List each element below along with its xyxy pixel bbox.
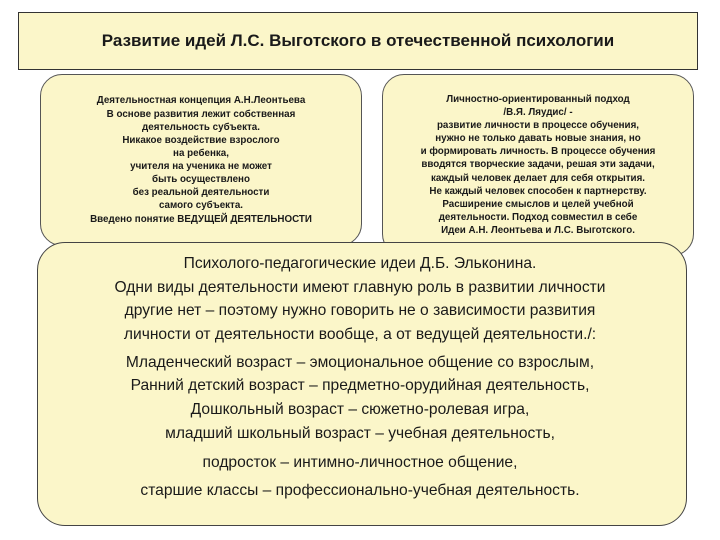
- card-line: учителя на ученика не может: [130, 161, 272, 172]
- card-line: нужно не только давать новые знания, но: [435, 133, 641, 145]
- personality-approach-card: [382, 74, 694, 256]
- card-line: самого субъекта.: [158, 200, 244, 212]
- card-line: Введено понятие ВЕДУЩЕЙ ДЕЯТЕЛЬНОСТИ: [90, 213, 312, 225]
- age-stage-line: Ранний детский возраст – предметно-орудийная деятельность,: [130, 377, 590, 395]
- page-title: Развитие идей Л.С. Выготского в отечественной психологии: [101, 31, 615, 50]
- card-line: Одни виды деятельности имеют главную роль в развитии личности: [114, 278, 606, 296]
- card-line: быть осуществлено: [152, 174, 250, 186]
- title-banner: [18, 12, 698, 70]
- elkonin-heading: Психолого-педагогические идеи Д.Б. Эльконина.: [183, 255, 537, 272]
- card-line: личности от деятельности вообще, а от ведущей деятельности./:: [123, 326, 597, 344]
- card-line: Расширение смыслов и целей учебной: [442, 198, 634, 210]
- card-line: деятельность субъекта.: [142, 121, 260, 133]
- card-line: Никакое воздействие взрослого: [122, 134, 280, 146]
- age-stage-line: Дошкольный возраст – сюжетно-ролевая игра,: [190, 401, 530, 419]
- age-stage-line: старшие классы – профессионально-учебная деятельность.: [140, 482, 580, 500]
- card-line: другие нет – поэтому нужно говорить не о зависимости развития: [124, 302, 596, 320]
- card-line: В основе развития лежит собственная: [106, 108, 296, 120]
- card-line: на ребенка,: [173, 147, 229, 159]
- card-line: и формировать личность. В процессе обучения: [420, 146, 656, 158]
- elkonin-ideas-text: [0, 252, 720, 503]
- card-line: деятельности. Подход совместил в себе: [438, 211, 638, 223]
- card-line: /В.Я. Ляудис/ -: [503, 106, 573, 118]
- age-stage-line: младший школьный возраст – учебная деятельность,: [165, 424, 555, 442]
- card-line: вводятся творческие задачи, решая эти задачи,: [421, 159, 655, 171]
- age-stage-line: Младенческий возраст – эмоциональное общение со взрослым,: [125, 353, 595, 371]
- card-line: каждый человек делает для себя открытия.: [430, 172, 646, 184]
- leontiev-concept-card: [40, 74, 362, 246]
- card-line: Деятельностная концепция А.Н.Леонтьева: [96, 95, 306, 107]
- card-line: без реальной деятельности: [132, 187, 270, 199]
- card-line: Личностно-ориентированный подход: [446, 93, 630, 105]
- card-line: Идеи А.Н. Леонтьева и Л.С. Выготского.: [441, 225, 635, 237]
- card-line: Не каждый человек способен к партнерству.: [429, 185, 647, 197]
- age-stage-line: подросток – интимно-личностное общение,: [202, 453, 518, 471]
- card-line: развитие личности в процессе обучения,: [436, 120, 640, 132]
